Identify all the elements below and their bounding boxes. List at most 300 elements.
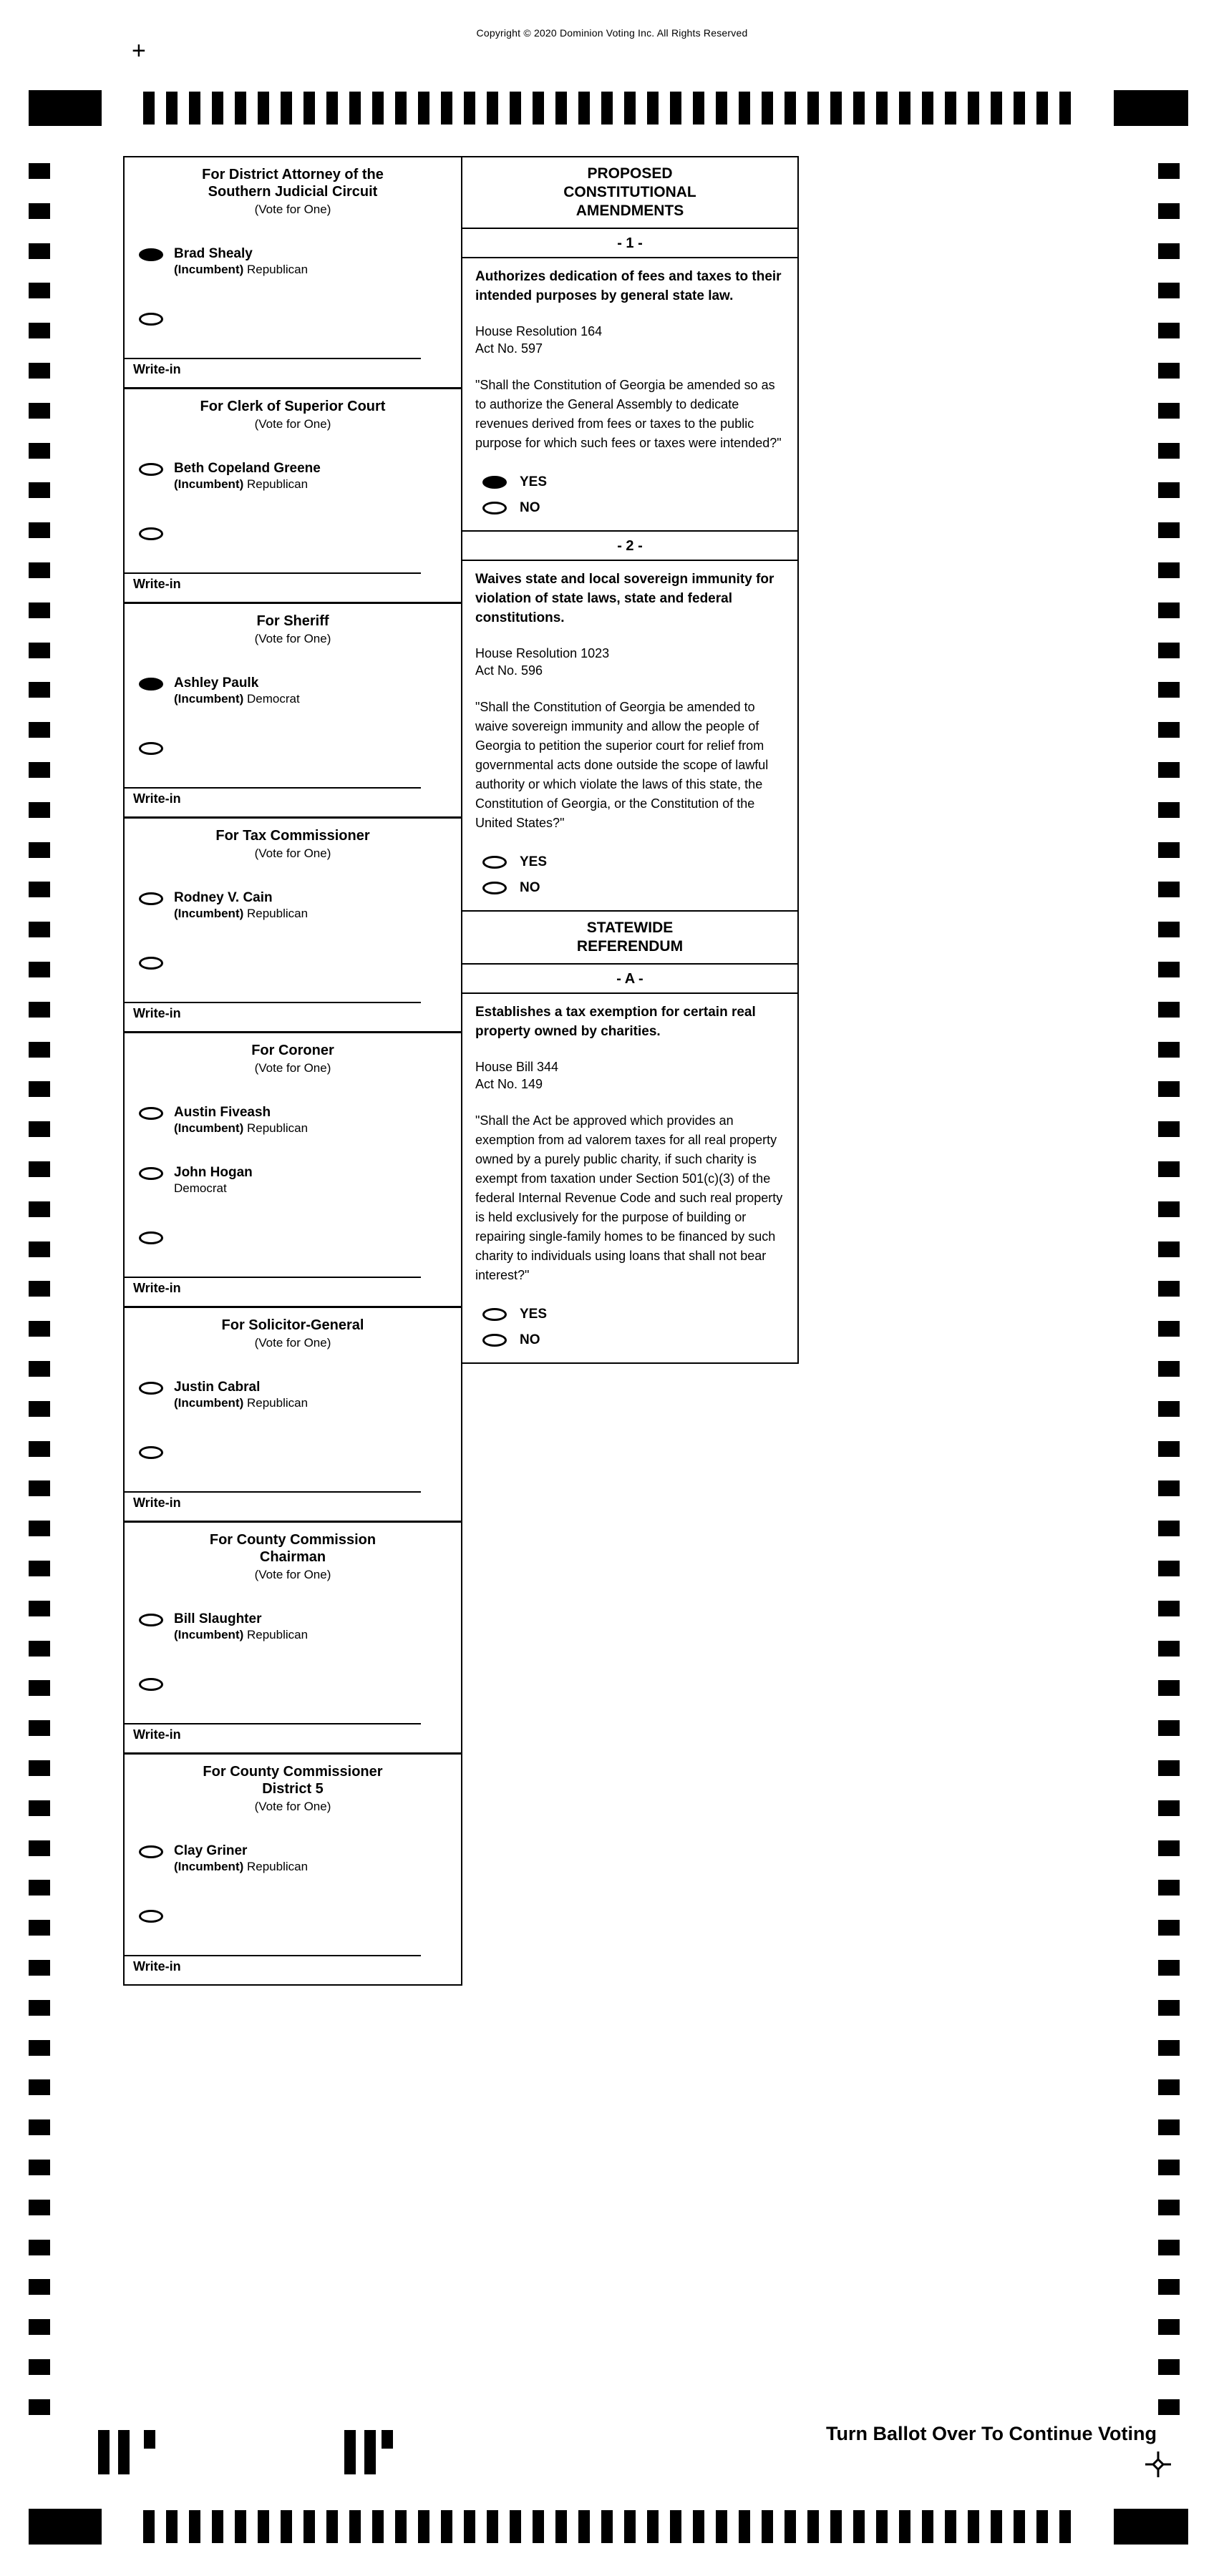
contest [125,387,461,602]
timing-mark [1158,1441,1180,1457]
timing-mark [1158,163,1180,179]
timing-mark [1158,2160,1180,2175]
timing-mark [830,2510,842,2543]
timing-mark [1158,2040,1180,2056]
blank-option-row [139,742,461,758]
vote-oval-empty[interactable] [139,1107,163,1120]
timing-mark [1158,1720,1180,1736]
timing-mark [118,2430,130,2474]
timing-mark [899,2510,910,2543]
registration-crosshair-icon [1144,2450,1172,2479]
candidate-info [174,1379,308,1410]
timing-mark [1158,2399,1180,2415]
candidate-name: Ashley Paulk [174,675,259,691]
candidate-list [125,245,461,329]
timing-mark [922,92,933,125]
timing-mark [1158,1201,1180,1217]
timing-mark [1158,403,1180,419]
timing-mark [29,90,102,126]
timing-mark [29,2200,50,2215]
timing-mark [968,92,979,125]
timing-mark [29,2160,50,2175]
timing-mark [1158,2079,1180,2095]
candidate-list [125,1104,461,1248]
candidate-info [174,675,300,706]
measure-summary: Waives state and local sovereign immunity for violation of state laws, state and federal constitutions. [475,572,774,625]
timing-mark [29,562,50,578]
vote-oval-empty[interactable] [139,1167,163,1180]
vote-oval-empty[interactable] [482,502,507,514]
measure-references: House Bill 344 Act No. 149 [475,1060,559,1091]
timing-mark [372,2510,384,2543]
write-in-line[interactable] [125,1002,421,1003]
write-in-label: Write-in [133,1727,181,1742]
timing-mark [1059,92,1071,125]
candidate-row [139,1164,451,1196]
contest-title: For Sheriff [256,613,329,629]
timing-mark [464,2510,475,2543]
timing-mark [29,602,50,618]
vote-instruction: (Vote for One) [254,1336,331,1350]
timing-mark [647,2510,659,2543]
measure-section [462,157,797,910]
timing-mark [1158,762,1180,778]
timing-mark [326,92,338,125]
timing-mark [1158,323,1180,338]
timing-mark [258,2510,269,2543]
timing-mark [945,2510,956,2543]
timing-mark [29,1201,50,1217]
timing-mark [1158,1561,1180,1576]
contest [125,157,461,387]
timing-mark [807,2510,819,2543]
vote-oval-empty[interactable] [482,1308,507,1321]
timing-mark [1158,2319,1180,2335]
timing-mark [1158,1480,1180,1496]
timing-mark [29,1920,50,1936]
timing-mark [29,323,50,338]
candidate-detail: (Incumbent) Republican [174,1628,309,1641]
timing-mark [739,92,750,125]
measure-question: "Shall the Constitution of Georgia be amended so as to authorize the General Assembly to dedicate revenues derived from fees or taxes to the public purpose for which such fees or taxes were intended?" [475,378,782,450]
write-in-line[interactable] [125,1955,421,1956]
candidate-list [125,460,461,544]
timing-mark [1158,1760,1180,1776]
timing-mark [29,1241,50,1257]
contest-title: For County Commission Chairman [209,1532,377,1565]
candidate-row [139,1843,451,1874]
timing-mark [29,1321,50,1337]
timing-mark [1158,1641,1180,1657]
timing-mark [29,2399,50,2415]
vote-oval-empty[interactable] [139,1446,163,1459]
timing-mark [945,92,956,125]
vote-instruction: (Vote for One) [254,417,331,431]
timing-mark [29,882,50,897]
candidate-list [125,1379,461,1463]
timing-mark [1114,2509,1188,2545]
measure-options [475,474,786,516]
section-header: PROPOSED CONSTITUTIONAL AMENDMENTS [462,157,797,229]
candidate-name: Justin Cabral [174,1380,261,1395]
timing-mark [189,92,200,125]
timing-mark [1158,802,1180,818]
timing-mark [1158,1601,1180,1616]
timing-mark [344,2430,356,2474]
contest [125,602,461,816]
timing-mark [762,92,773,125]
candidate-detail: (Incumbent) Democrat [174,692,300,706]
timing-mark [29,1081,50,1097]
section-header: STATEWIDE REFERENDUM [462,912,797,965]
contest-title: For Clerk of Superior Court [200,399,386,414]
measure-list [462,229,797,910]
measure-references: House Resolution 164 Act No. 597 [475,324,603,356]
timing-mark [144,2430,155,2449]
timing-mark [487,2510,498,2543]
timing-mark [29,1601,50,1616]
blank-option-row [139,1910,461,1926]
measure-references: House Resolution 1023 Act No. 596 [475,646,610,678]
vote-oval-empty[interactable] [139,1382,163,1395]
timing-mark [1158,882,1180,897]
vote-oval-filled[interactable] [139,678,163,691]
candidate-row [139,1611,451,1642]
write-in-line[interactable] [125,572,421,574]
contest-title: For District Attorney of the Southern Judicial Circuit [202,167,384,200]
registration-plus-mark: + [132,37,146,64]
timing-mark [212,92,223,125]
timing-mark [1158,1920,1180,1936]
vote-oval-empty[interactable] [139,1678,163,1691]
measure-body [462,561,797,910]
timing-mark [578,2510,590,2543]
timing-mark [1158,443,1180,459]
timing-mark [1158,283,1180,298]
vote-oval-filled[interactable] [139,248,163,261]
vote-oval-empty[interactable] [139,892,163,905]
timing-mark [1158,1002,1180,1018]
blank-option-row [139,1678,461,1694]
timing-mark [624,92,636,125]
timing-mark [29,1002,50,1018]
timing-mark [29,203,50,219]
candidate-info [174,1843,308,1874]
measure [462,530,797,910]
timing-mark [29,283,50,298]
copyright-notice: Copyright © 2020 Dominion Voting Inc. All Rights Reserved [476,27,748,39]
timing-mark [1158,1241,1180,1257]
timing-mark [1036,92,1048,125]
timing-mark [1158,682,1180,698]
timing-mark [98,2430,110,2474]
measure-list [462,965,797,1362]
timing-mark [29,2319,50,2335]
timing-mark [29,682,50,698]
timing-mark [29,1760,50,1776]
timing-mark [29,1042,50,1058]
vote-oval-empty[interactable] [139,1231,163,1244]
timing-mark [510,2510,521,2543]
timing-mark [235,2510,246,2543]
write-in-line[interactable] [125,787,421,789]
timing-mark [29,1800,50,1816]
contest [125,1306,461,1521]
timing-mark [1158,482,1180,498]
write-in-line[interactable] [125,1491,421,1493]
timing-mark [968,2510,979,2543]
timing-mark [29,1641,50,1657]
vote-oval-empty[interactable] [139,1614,163,1626]
timing-mark [1158,1361,1180,1377]
timing-mark [29,643,50,658]
candidate-detail: (Incumbent) Republican [174,1121,309,1135]
vote-instruction: (Vote for One) [254,1061,331,1075]
timing-mark [1158,203,1180,219]
timing-mark [739,2510,750,2543]
contest [125,1752,461,1984]
candidate-info [174,889,308,921]
timing-mark [29,163,50,179]
blank-option-row [139,1231,461,1248]
vote-oval-empty[interactable] [482,882,507,894]
measure-option-row [482,854,786,870]
timing-mark [29,802,50,818]
candidate-row [139,1379,451,1410]
measure-number: - A - [462,965,797,994]
candidate-list [125,889,461,973]
timing-mark [991,2510,1002,2543]
option-label: YES [520,1307,548,1322]
timing-mark [1158,1081,1180,1097]
vote-oval-empty[interactable] [139,463,163,476]
candidate-list [125,675,461,758]
measure [462,229,797,530]
timing-mark [395,2510,407,2543]
timing-mark [29,1281,50,1297]
timing-mark [1158,2359,1180,2375]
measure-option-row [482,500,786,516]
timing-mark [29,443,50,459]
timing-mark [29,1361,50,1377]
timing-mark [29,1960,50,1976]
option-label: NO [520,1332,540,1347]
vote-instruction: (Vote for One) [254,203,331,216]
timing-mark [601,2510,613,2543]
candidate-row [139,245,451,277]
timing-mark [785,92,796,125]
candidate-list [125,1611,461,1694]
contest-column [123,156,462,1986]
contest-title: For Tax Commissioner [215,828,370,844]
contest [125,1031,461,1306]
write-in-area [125,1491,461,1511]
write-in-label: Write-in [133,1006,181,1020]
blank-option-row [139,313,461,329]
write-in-area [125,358,461,377]
measure-option-row [482,1307,786,1322]
write-in-area [125,572,461,592]
timing-mark [29,2359,50,2375]
timing-mark [601,92,613,125]
timing-mark [876,92,888,125]
timing-mark [143,92,155,125]
timing-mark [281,92,292,125]
timing-mark [1158,2200,1180,2215]
measure-body [462,994,797,1362]
turn-ballot-instruction: Turn Ballot Over To Continue Voting [826,2423,1157,2444]
timing-mark [29,2279,50,2295]
timing-mark [1158,842,1180,858]
vote-oval-empty[interactable] [139,1845,163,1858]
vote-oval-empty[interactable] [139,957,163,970]
option-label: NO [520,880,540,895]
timing-mark [876,2510,888,2543]
measure-section [462,910,797,1362]
write-in-area [125,1723,461,1742]
write-in-label: Write-in [133,1959,181,1974]
contest [125,816,461,1031]
timing-mark [235,92,246,125]
candidate-list [125,1843,461,1926]
contest-title: For Coroner [251,1043,334,1058]
vote-oval-empty[interactable] [139,527,163,540]
timing-mark [853,92,865,125]
write-in-label: Write-in [133,362,181,376]
timing-mark [29,243,50,259]
timing-mark [807,92,819,125]
timing-mark [29,922,50,937]
vote-oval-empty[interactable] [139,742,163,755]
timing-mark [364,2430,376,2474]
measure-option-row [482,474,786,490]
timing-mark [1158,722,1180,738]
option-label: NO [520,500,540,515]
vote-instruction: (Vote for One) [254,1568,331,1581]
vote-oval-empty[interactable] [139,313,163,326]
candidate-info [174,1611,308,1642]
candidate-info [174,1164,253,1196]
write-in-label: Write-in [133,791,181,806]
candidate-info [174,245,308,277]
timing-mark [510,92,521,125]
candidate-detail: (Incumbent) Republican [174,907,309,920]
timing-mark [441,2510,452,2543]
timing-mark [830,92,842,125]
timing-mark [303,92,315,125]
measure-body [462,258,797,530]
timing-mark [578,92,590,125]
write-in-line[interactable] [125,1723,421,1724]
timing-mark [349,92,361,125]
timing-mark [716,2510,727,2543]
timing-mark [349,2510,361,2543]
timing-mark [1158,962,1180,977]
measure-number: - 1 - [462,229,797,258]
write-in-label: Write-in [133,1496,181,1510]
blank-option-row [139,957,461,973]
timing-mark [29,2119,50,2135]
vote-oval-empty[interactable] [139,1910,163,1923]
candidate-info [174,1104,308,1136]
timing-mark [1158,363,1180,379]
timing-mark [29,1480,50,1496]
timing-mark [29,722,50,738]
measure-summary: Establishes a tax exemption for certain real property owned by charities. [475,1005,756,1039]
measure-question: "Shall the Constitution of Georgia be amended to waive sovereign immunity and allow the people of Georgia to petition the superior court for relief from governmental acts done outside the scope of lawful authority or which violate the laws of this state, the Constitution of Georgia, or the Constitution of the United States?" [475,700,769,830]
timing-mark [29,522,50,538]
timing-mark [1158,1161,1180,1177]
candidate-row [139,460,451,492]
vote-oval-filled[interactable] [482,476,507,489]
contest [125,1521,461,1752]
timing-mark [1158,1800,1180,1816]
write-in-line[interactable] [125,1277,421,1278]
timing-mark [395,92,407,125]
timing-mark [29,482,50,498]
measure [462,965,797,1362]
timing-mark [647,92,659,125]
write-in-area [125,787,461,806]
timing-mark [693,2510,704,2543]
timing-mark [693,92,704,125]
timing-mark [418,92,429,125]
candidate-row [139,675,451,706]
timing-mark [716,92,727,125]
write-in-area [125,1277,461,1296]
timing-mark [1158,1042,1180,1058]
measure-summary: Authorizes dedication of fees and taxes to their intended purposes by general state law. [475,269,782,303]
timing-mark [1158,562,1180,578]
timing-mark [372,92,384,125]
vote-oval-empty[interactable] [482,856,507,869]
option-label: YES [520,854,548,869]
timing-mark [29,842,50,858]
timing-mark [464,92,475,125]
candidate-detail: Democrat [174,1181,227,1195]
timing-mark [555,92,567,125]
candidate-name: John Hogan [174,1165,253,1180]
candidate-info [174,460,321,492]
vote-instruction: (Vote for One) [254,632,331,645]
blank-option-row [139,527,461,544]
timing-mark [1014,2510,1025,2543]
timing-mark [29,1401,50,1417]
timing-mark [418,2510,429,2543]
timing-mark [382,2430,393,2449]
timing-mark [1158,1880,1180,1896]
candidate-name: Rodney V. Cain [174,890,273,905]
vote-instruction: (Vote for One) [254,1800,331,1813]
timing-mark [29,2509,102,2545]
timing-mark [1158,643,1180,658]
timing-mark [281,2510,292,2543]
candidate-row [139,889,451,921]
timing-mark [29,1521,50,1536]
timing-mark [1059,2510,1071,2543]
timing-mark [1158,1401,1180,1417]
candidate-row [139,1104,451,1136]
contest-title: For Solicitor-General [221,1317,364,1333]
candidate-name: Bill Slaughter [174,1611,262,1626]
timing-mark [533,2510,544,2543]
write-in-line[interactable] [125,358,421,359]
timing-mark [1158,2240,1180,2255]
vote-oval-empty[interactable] [482,1334,507,1347]
timing-mark [922,2510,933,2543]
timing-mark [441,92,452,125]
timing-mark [899,92,910,125]
